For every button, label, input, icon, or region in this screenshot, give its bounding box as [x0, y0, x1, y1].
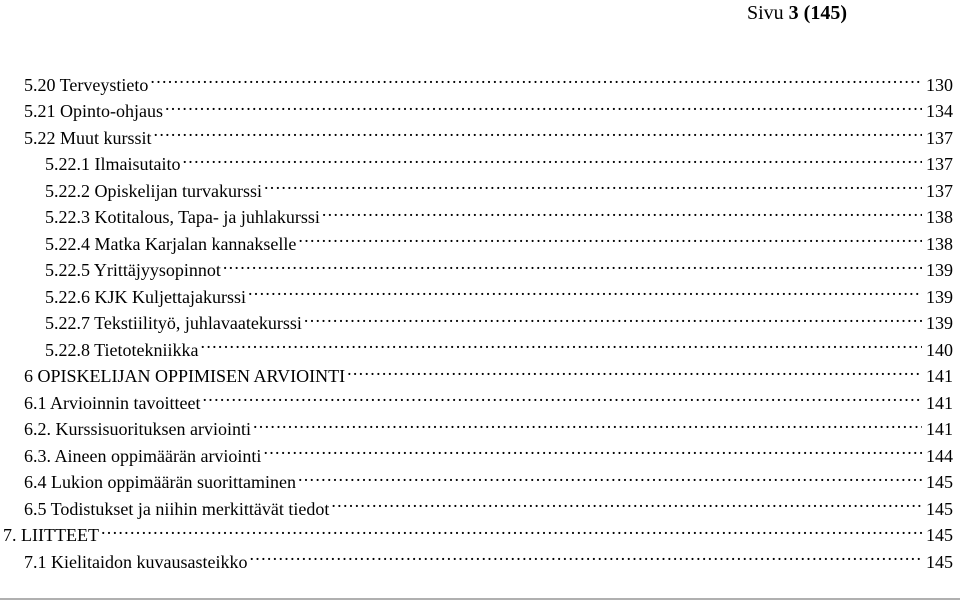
toc-entry[interactable]: [24, 488, 953, 519]
toc-entry-title: 5.22.1 Ilmaisutaito: [45, 154, 181, 174]
toc-entry-page: 145: [926, 472, 953, 492]
toc-entry-title: 7.1 Kielitaidon kuvausasteikko: [24, 551, 248, 572]
toc-entry-title: 5.22.2 Opiskelijan turvakurssi: [45, 180, 262, 201]
toc-entry[interactable]: [24, 462, 953, 492]
toc-entry-title: 6 OPISKELIJAN OPPIMISEN ARVIOINTI: [24, 366, 346, 386]
toc-entry-title: 5.22.3 Kotitalous, Tapa- ja juhlakurssi: [45, 207, 320, 227]
toc-entry-page: 138: [926, 233, 953, 254]
toc-dot-leader: [101, 515, 922, 542]
toc-entry-title: 5.22.5 Yrittäjyysopinnot: [45, 260, 221, 280]
toc-entry-page: 145: [926, 525, 953, 545]
toc-entry-title: 5.20 Terveystieto: [24, 74, 149, 95]
toc-entry[interactable]: [24, 91, 953, 121]
toc-entry-page: 137: [926, 127, 953, 148]
page-number-prefix: Sivu: [746, 2, 784, 24]
toc-entry-page: 137: [926, 154, 953, 174]
toc-entry[interactable]: [45, 197, 953, 227]
toc-entry-page: 141: [926, 392, 953, 413]
toc-dot-leader: [263, 435, 922, 462]
toc-entry-title: 7. LIITTEET: [3, 525, 99, 545]
toc-dot-leader: [304, 303, 922, 330]
toc-entry[interactable]: [24, 64, 953, 95]
toc-entry-page: 144: [926, 445, 953, 466]
toc-entry[interactable]: [24, 356, 953, 386]
toc-dot-leader: [150, 64, 922, 91]
toc-entry[interactable]: [45, 170, 953, 201]
toc-entry-page: 140: [926, 339, 953, 360]
toc-entry[interactable]: [45, 144, 953, 174]
toc-dot-leader: [331, 488, 922, 515]
toc-dot-leader: [298, 462, 922, 489]
toc-dot-leader: [154, 117, 922, 144]
toc-entry-title: 6.3. Aineen oppimäärän arviointi: [24, 445, 262, 466]
page-number-current: 3: [788, 2, 799, 24]
toc-entry-title: 5.22.7 Tekstiilityö, juhlavaatekurssi: [45, 313, 302, 333]
toc-entry-title: 5.22 Muut kurssit: [24, 127, 152, 148]
toc-dot-leader: [347, 356, 922, 383]
toc-dot-leader: [202, 382, 922, 409]
toc-dot-leader: [201, 329, 922, 356]
toc-dot-leader: [264, 170, 922, 197]
toc-entry-page: 145: [926, 551, 953, 572]
toc-entry-page: 139: [926, 313, 953, 333]
toc-entry-page: 139: [926, 260, 953, 280]
toc-entry-title: 6.5 Todistukset ja niihin merkittävät tiedot: [24, 498, 330, 519]
toc-entry[interactable]: [45, 250, 953, 280]
toc-entry-title: 6.2. Kurssisuorituksen arviointi: [24, 419, 251, 439]
toc-dot-leader: [223, 250, 922, 277]
toc-entry[interactable]: [24, 382, 953, 413]
page-number: [747, 2, 847, 24]
toc-dot-leader: [253, 409, 922, 436]
toc-entry[interactable]: [45, 329, 953, 360]
toc-entry[interactable]: [45, 223, 953, 254]
toc-entry-title: 5.22.6 KJK Kuljettajakurssi: [45, 286, 246, 307]
toc-entry-title: 5.21 Opinto-ohjaus: [24, 101, 163, 121]
toc-entry-page: 134: [926, 101, 953, 121]
toc-dot-leader: [182, 144, 922, 171]
toc-entry[interactable]: [45, 303, 953, 333]
toc-entry-title: 5.22.4 Matka Karjalan kannakselle: [45, 233, 297, 254]
toc-entry-page: 141: [926, 366, 953, 386]
toc-entry-page: 137: [926, 180, 953, 201]
toc-entry-page: 130: [926, 74, 953, 95]
toc-entry[interactable]: [24, 117, 953, 148]
toc-entry-title: 5.22.8 Tietotekniikka: [45, 339, 199, 360]
toc-entry-title: 6.1 Arvioinnin tavoitteet: [24, 392, 201, 413]
page-header: [0, 0, 960, 30]
toc-entry[interactable]: [24, 409, 953, 439]
toc-dot-leader: [298, 223, 922, 250]
toc-entry-page: 141: [926, 419, 953, 439]
toc-dot-leader: [248, 276, 922, 303]
toc-dot-leader: [165, 91, 922, 118]
toc-entry[interactable]: [24, 435, 953, 466]
toc-entry-page: 145: [926, 498, 953, 519]
toc-entry[interactable]: [24, 541, 953, 572]
toc-dot-leader: [249, 541, 922, 568]
toc-entry-page: 138: [926, 207, 953, 227]
toc-entry-page: 139: [926, 286, 953, 307]
bottom-rule: [0, 598, 960, 600]
toc-entry[interactable]: [45, 276, 953, 307]
page-number-total: (145): [803, 2, 847, 24]
toc-entry[interactable]: [3, 515, 953, 545]
toc-dot-leader: [322, 197, 922, 224]
toc-entry-title: 6.4 Lukion oppimäärän suorittaminen: [24, 472, 296, 492]
